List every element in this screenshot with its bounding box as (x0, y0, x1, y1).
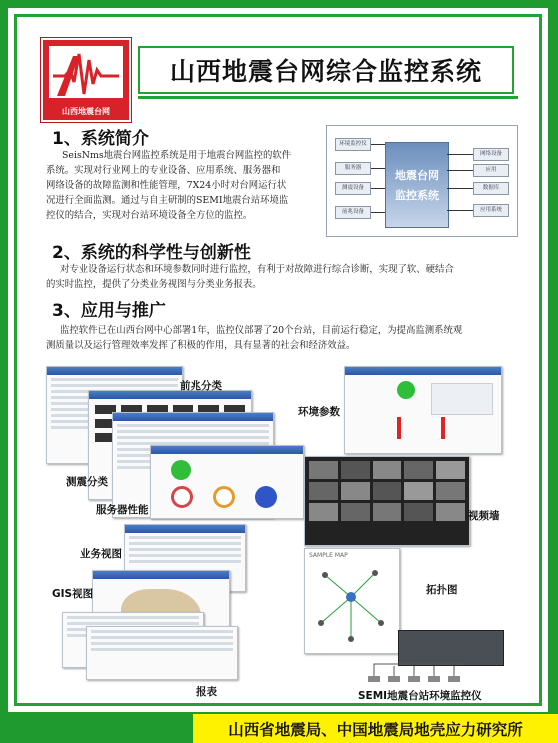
text-line: 控仪的结合，实现对台站环境设备全方位的监控。 (46, 210, 253, 221)
connector (447, 154, 473, 155)
footer-banner (190, 714, 558, 743)
title-box (138, 46, 514, 94)
figure-label: 业务视图 (80, 548, 122, 560)
system-schematic (326, 125, 518, 237)
figure-label: 服务器性能 (96, 504, 149, 516)
screenshot-topology (304, 548, 400, 654)
connector (371, 188, 385, 189)
schematic-node: 前兆设备 (335, 206, 371, 219)
section-text-innovation (46, 262, 516, 292)
schematic-node: 数据库 (473, 182, 509, 195)
sensor-wiring-icon (364, 640, 484, 684)
schematic-node: 服务器 (335, 162, 371, 175)
text-line: 网络设备的故障监测和性能管理，7X24小时对台网运行状 (46, 180, 287, 191)
gauge (213, 486, 235, 508)
connector (371, 144, 385, 145)
screenshot-report-b (86, 626, 238, 680)
schematic-node: 环境监控仪 (335, 138, 371, 151)
text-line: 系统。实现对行业网上的专业设备、应用系统、服务器和 (46, 165, 281, 176)
connector (447, 188, 473, 189)
screenshot-server-performance (150, 445, 304, 519)
schematic-node: 应用系统 (473, 204, 509, 217)
logo-label: 山西地震台网 (62, 107, 110, 116)
status-indicator (171, 460, 191, 480)
text-line: 对专业设备运行状态和环境参数同时进行监控，有利于对故障进行综合诊断，实现了软、硬结合 (60, 264, 454, 275)
schematic-core (385, 142, 449, 228)
screenshot-video-wall (304, 456, 470, 546)
poster-title: 山西地震台网综合监控系统 (169, 57, 482, 86)
connector (447, 210, 473, 211)
seismic-network-logo (41, 38, 131, 122)
screenshot-environment (344, 366, 502, 454)
status-indicator (397, 381, 415, 399)
figure-label: 报表 (196, 686, 217, 698)
connector (371, 212, 385, 213)
text-line: SeisNms地震台网监控系统是用于地震台网监控的软件 (62, 150, 292, 161)
footer-organizations: 山西省地震局、中国地震局地壳应力研究所 (228, 720, 523, 739)
figure-label: 拓扑图 (426, 584, 458, 596)
sample-map-label: SAMPLE MAP (309, 552, 348, 559)
text-line: 的实时监控，提供了分类业务视图与分类业务报表。 (46, 279, 262, 290)
section-heading-intro: 1、系统简介 (52, 129, 149, 149)
figure-label: 环境参数 (298, 406, 340, 418)
section-text-intro (46, 148, 322, 223)
section-text-application (46, 323, 516, 353)
figure-label: GIS视图 (52, 588, 94, 600)
figure-label: SEMI地震台站环境监控仪 (358, 690, 482, 702)
schematic-core-line: 监控系统 (395, 189, 439, 202)
schematic-node: 网络设备 (473, 148, 509, 161)
connector (447, 170, 473, 171)
topology-network-icon (305, 549, 399, 653)
figure-label: 测震分类 (66, 476, 108, 488)
gauge (255, 486, 277, 508)
text-line: 监控软件已在山西台网中心部署1年，监控仪部署了20个台站，目前运行稳定，为提高监测系统观 (60, 325, 463, 336)
title-underline (138, 96, 518, 99)
section-heading-application: 3、应用与推广 (52, 301, 166, 321)
text-line: 况进行全面监测。通过与自主研制的SEMI地震台站环境监 (46, 195, 289, 206)
schematic-node: 应用 (473, 164, 509, 177)
figure-label: 前兆分类 (180, 380, 222, 392)
schematic-node: 测震设备 (335, 182, 371, 195)
gauge (171, 486, 193, 508)
figure-label: 视频墙 (468, 510, 500, 522)
connector (371, 168, 385, 169)
text-line: 测质量以及运行管理效率发挥了积极的作用，具有显著的社会和经济效益。 (46, 340, 356, 351)
schematic-core-line: 地震台网 (395, 169, 439, 182)
section-heading-innovation: 2、系统的科学性与创新性 (52, 243, 251, 263)
seismograph-wave-icon (43, 40, 129, 106)
